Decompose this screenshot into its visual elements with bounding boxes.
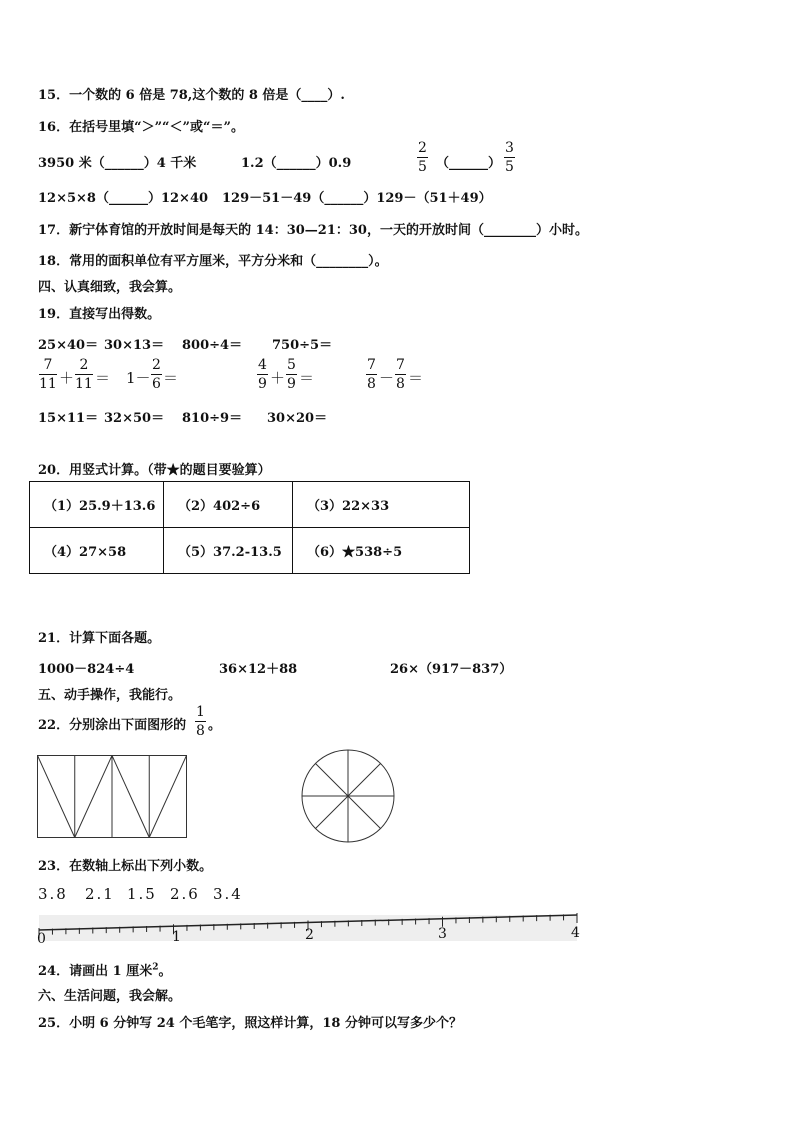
decimal-item: 3.4 — [213, 885, 243, 903]
operator: ＋ — [270, 369, 286, 387]
question-24 — [38, 960, 171, 979]
circle-figure — [300, 748, 396, 844]
equals: ＝ — [95, 369, 111, 387]
table-cell: （2）402÷6 — [164, 482, 293, 528]
calc-item: 810÷9＝ — [182, 411, 243, 426]
fraction: 2 6 — [152, 357, 161, 392]
table-cell: （5）37.2-13.5 — [164, 528, 293, 574]
question-15: 15．一个数的 6 倍是 78,这个数的 8 倍是（____）. — [38, 88, 345, 103]
calc-item: 26×（917－837） — [390, 662, 513, 677]
calc-item: 36×12＋88 — [219, 662, 298, 677]
question-23-title: 23．在数轴上标出下列小数。 — [38, 859, 213, 874]
calc-item: 15×11＝ — [38, 411, 99, 426]
question-18: 18．常用的面积单位有平方厘米，平方分米和（________）。 — [38, 254, 388, 269]
fraction-3-5: 3 5 — [505, 140, 514, 175]
fraction: 2 11 — [75, 357, 93, 392]
calc-item: 30×13＝ — [104, 338, 165, 353]
question-19-title: 19．直接写出得数。 — [38, 307, 161, 322]
table-row — [30, 482, 470, 528]
compare-item-3: 12×5×8（______）12×40 — [38, 191, 209, 206]
fraction-1-8: 1 8 — [196, 704, 205, 739]
compare-item-4: 129－51－49（______）129－（51＋49） — [222, 191, 492, 206]
question-16-title: 16．在括号里填“＞”“＜”或“＝”。 — [38, 120, 244, 135]
question-22-title: 22．分别涂出下面图形的 — [38, 718, 187, 733]
decimal-item: 1.5 — [127, 885, 157, 903]
fraction: 5 9 — [287, 357, 296, 392]
table-cell: （4）27×58 — [30, 528, 164, 574]
table-cell: （6）★538÷5 — [293, 528, 470, 574]
section-6-heading: 六、生活问题，我会解。 — [38, 989, 182, 1004]
calc-item: 25×40＝ — [38, 338, 99, 353]
rectangle-figure — [36, 754, 190, 840]
calc-item: 800÷4＝ — [182, 338, 243, 353]
fraction: 4 9 — [258, 357, 267, 392]
axis-label: 2 — [305, 927, 314, 943]
equals: ＝ — [408, 369, 424, 387]
fraction: 7 8 — [396, 357, 405, 392]
axis-label: 3 — [438, 926, 447, 942]
section-5-heading: 五、动手操作，我能行。 — [38, 688, 182, 703]
question-24-end: 。 — [158, 964, 172, 979]
question-25: 25．小明 6 分钟写 24 个毛笔字，照这样计算，18 分钟可以写多少个？ — [38, 1016, 462, 1031]
compare-item-1: 3950 米（______）4 千米 — [38, 156, 197, 171]
question-20-title: 20．用竖式计算。（带★的题目要验算） — [38, 463, 271, 478]
equals: ＝ — [299, 369, 315, 387]
table-row — [30, 528, 470, 574]
question-17: 17．新宁体育馆的开放时间是每天的 14：30—21：30，一天的开放时间（________）小时。 — [38, 223, 588, 238]
section-4-heading: 四、认真细致，我会算。 — [38, 280, 182, 295]
axis-label: 0 — [37, 931, 46, 947]
decimal-item: 2.6 — [170, 885, 200, 903]
question-21-title: 21．计算下面各题。 — [38, 631, 161, 646]
decimal-item: 2.1 — [85, 885, 115, 903]
calc-item: 30×20＝ — [267, 411, 328, 426]
calc-item: 1000－824÷4 — [38, 662, 135, 677]
compare-blank: （______） — [436, 156, 502, 171]
axis-label: 1 — [172, 929, 181, 945]
table-cell: （1）25.9＋13.6 — [30, 482, 164, 528]
operator: ＋ — [59, 369, 75, 387]
axis-label: 4 — [571, 925, 580, 941]
compare-item-2: 1.2（______）0.9 — [241, 156, 352, 171]
lead-term: 1－ — [126, 369, 151, 387]
table-cell: （3）22×33 — [293, 482, 470, 528]
question-22-end: 。 — [208, 718, 222, 733]
vertical-calc-table — [29, 481, 470, 574]
fraction-2-5: 2 5 — [418, 140, 427, 175]
question-24-text: 24．请画出 1 厘米 — [38, 964, 153, 979]
equals: ＝ — [163, 369, 179, 387]
decimal-item: 3.8 — [38, 885, 68, 903]
calc-item: 750÷5＝ — [272, 338, 333, 353]
fraction: 7 11 — [39, 357, 57, 392]
operator: － — [379, 369, 395, 387]
calc-item: 32×50＝ — [104, 411, 165, 426]
superscript: 2 — [152, 962, 159, 973]
fraction: 7 8 — [367, 357, 376, 392]
